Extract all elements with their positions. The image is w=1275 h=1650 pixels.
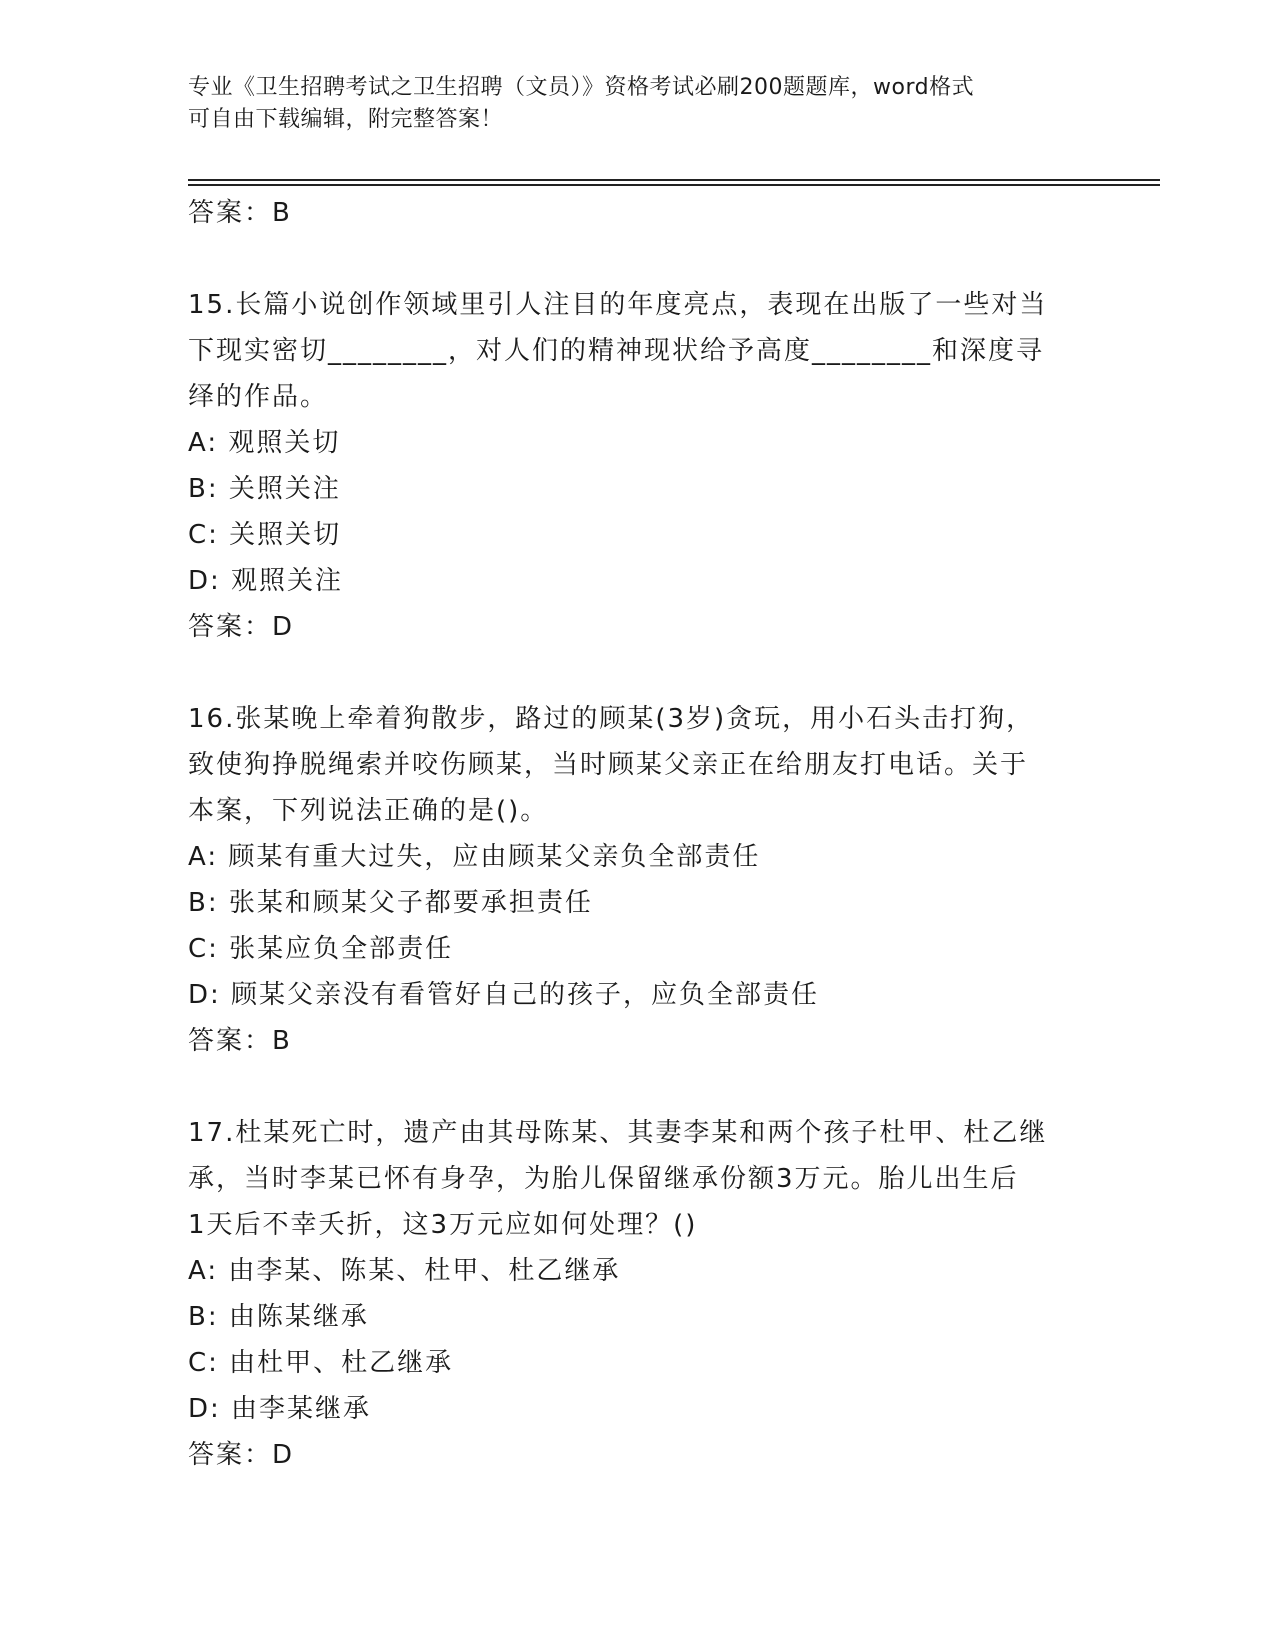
option-a: A: 顾某有重大过失，应由顾某父亲负全部责任 <box>188 842 761 872</box>
answer-line: 答案：D <box>188 1440 295 1470</box>
question-text-line: 致使狗挣脱绳索并咬伤顾某，当时顾某父亲正在给朋友打电话。关于 <box>188 750 1029 780</box>
option-d: D: 顾某父亲没有看管好自己的孩子，应负全部责任 <box>188 980 820 1010</box>
option-a: A: 观照关切 <box>188 428 341 458</box>
question-text-line: 承，当时李某已怀有身孕，为胎儿保留继承份额3万元。胎儿出生后 <box>188 1164 1019 1194</box>
answer-line: 答案：B <box>188 198 292 228</box>
header-line-1: 专业《卫生招聘考试之卫生招聘（文员）》资格考试必刷200题题库，word格式 <box>188 75 975 100</box>
option-c: C: 张某应负全部责任 <box>188 934 454 964</box>
question-16 <box>188 696 1088 1064</box>
header-rule-bottom <box>188 184 1160 186</box>
question-text-line: 下现实密切________，对人们的精神现状给予高度________和深度寻 <box>188 336 1045 366</box>
document-body <box>188 190 1088 1478</box>
option-c: C: 关照关切 <box>188 520 342 550</box>
header-rule-top <box>188 179 1160 181</box>
question-text-line: 本案，下列说法正确的是()。 <box>188 796 549 826</box>
question-text-line: 1天后不幸夭折，这3万元应如何处理？() <box>188 1210 698 1240</box>
answer-line: 答案：B <box>188 1026 292 1056</box>
option-a: A: 由李某、陈某、杜甲、杜乙继承 <box>188 1256 621 1286</box>
header-line-2: 可自由下载编辑，附完整答案！ <box>188 107 504 132</box>
question-text-line: 15.长篇小说创作领域里引人注目的年度亮点，表现在出版了一些对当 <box>188 290 1048 320</box>
option-b: B: 张某和顾某父子都要承担责任 <box>188 888 593 918</box>
question-text-line: 16.张某晚上牵着狗散步，路过的顾某(3岁)贪玩，用小石头击打狗， <box>188 704 1035 734</box>
option-d: D: 由李某继承 <box>188 1394 372 1424</box>
option-d: D: 观照关注 <box>188 566 344 596</box>
option-b: B: 关照关注 <box>188 474 341 504</box>
option-c: C: 由杜甲、杜乙继承 <box>188 1348 454 1378</box>
question-15 <box>188 282 1088 650</box>
answer-line: 答案：D <box>188 612 295 642</box>
question-text-line: 17.杜某死亡时，遗产由其母陈某、其妻李某和两个孩子杜甲、杜乙继 <box>188 1118 1048 1148</box>
option-b: B: 由陈某继承 <box>188 1302 369 1332</box>
question-text-line: 绎的作品。 <box>188 382 329 412</box>
question-17 <box>188 1110 1088 1478</box>
document-header <box>188 72 1088 136</box>
